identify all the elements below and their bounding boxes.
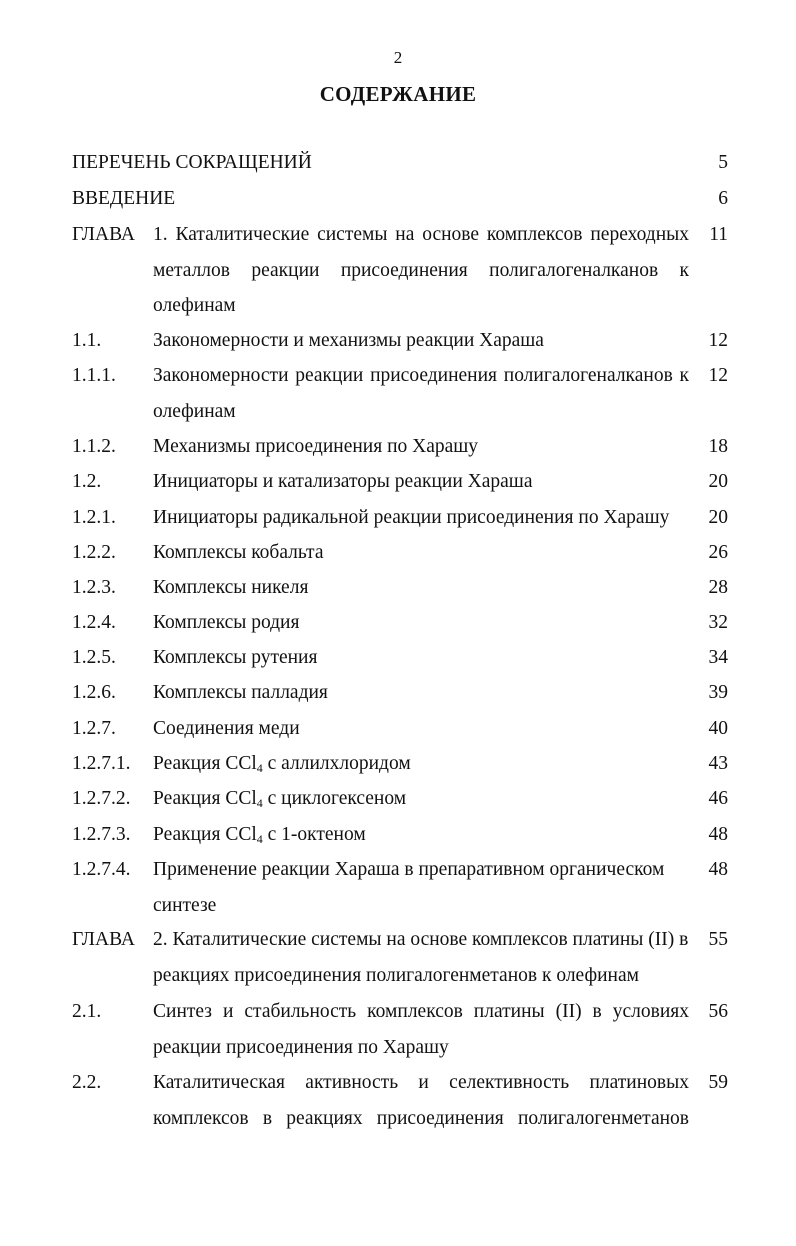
toc-entry-page: 18 — [708, 436, 728, 457]
toc-entry-title — [153, 994, 689, 1065]
toc-entry-title — [72, 145, 692, 181]
toc-entry-title-line: синтезе — [153, 894, 217, 916]
toc-entry-number: 1.2.4. — [72, 612, 116, 633]
toc-entry-title-line: Закономерности и механизмы реакции Хараша — [153, 330, 544, 351]
toc-entry-page: 5 — [718, 152, 728, 173]
toc-entry-page: 56 — [708, 1001, 728, 1022]
toc-entry-number: 1.2.7. — [72, 718, 116, 739]
toc-entry-number: 1.1.1. — [72, 365, 116, 386]
toc-entry-title — [153, 675, 689, 711]
toc-entry-page: 12 — [708, 365, 728, 386]
toc-entry-title-line: Синтез и стабильность комплексов платины (II) в условиях — [153, 1001, 689, 1022]
toc-entry-number: 1.2.7.4. — [72, 859, 131, 880]
toc-entry-number: ГЛАВА — [72, 224, 135, 245]
toc-entry-title — [153, 817, 689, 853]
toc-entry-number: 1.2. — [72, 471, 102, 492]
toc-entry-number: 1.2.7.2. — [72, 788, 131, 809]
toc-entry-title-line: Применение реакции Хараша в препаративном органическом — [153, 859, 665, 880]
toc-entry-page: 43 — [708, 753, 728, 774]
toc-entry-title-line: Закономерности реакции присоединения полигалогеналканов к — [153, 365, 689, 386]
toc-entry-page: 20 — [708, 507, 728, 528]
toc-entry-title-line: олефинам — [153, 295, 236, 316]
toc-entry-page: 34 — [708, 647, 728, 668]
toc-entry-page: 46 — [708, 788, 728, 809]
toc-entry-title — [153, 500, 689, 536]
toc-entry-title — [153, 640, 689, 676]
toc-entry-title-line: Механизмы присоединения по Харашу — [153, 436, 479, 457]
toc-entry-title-line: олефинам — [153, 400, 236, 422]
toc-entry-title — [153, 217, 689, 324]
toc-entry-title-line: ПЕРЕЧЕНЬ СОКРАЩЕНИЙ — [72, 152, 312, 173]
toc-entry-number: 1.1.2. — [72, 436, 116, 457]
toc-entry-title-line: 1. Каталитические системы на основе комплексов переходных — [153, 224, 689, 245]
toc-entry-title-line: Комплексы никеля — [153, 577, 309, 598]
toc-entry-page: 55 — [708, 929, 728, 950]
toc-entry-title-line: Инициаторы радикальной реакции присоединения по Харашу — [153, 507, 670, 528]
toc-entry-page: 48 — [708, 824, 728, 845]
toc-entry-title-line: 2. Каталитические системы на основе комплексов платины (II) в — [153, 929, 689, 950]
toc-entry-title-line: Комплексы кобальта — [153, 542, 324, 563]
toc-entry-title — [153, 1065, 689, 1136]
toc-entry-number: 2.1. — [72, 1001, 102, 1022]
toc-entry-title-line: Соединения меди — [153, 718, 300, 739]
toc-entry-title-line: Каталитическая активность и селективность платиновых — [153, 1072, 689, 1093]
toc-entry-title-line: комплексов в реакциях присоединения полигалогенметанов — [153, 1107, 689, 1129]
toc-entry-title-line: Комплексы рутения — [153, 647, 318, 668]
toc-entry-page: 39 — [708, 682, 728, 703]
toc-entry-title — [153, 852, 689, 923]
toc-entry-number: 1.2.3. — [72, 577, 116, 598]
toc-entry-page: 6 — [718, 188, 728, 209]
toc-entry-title — [153, 570, 689, 606]
toc-entry-number: 1.1. — [72, 330, 102, 351]
toc-entry-title — [72, 181, 692, 217]
toc-entry-title — [153, 711, 689, 747]
toc-entry-page: 20 — [708, 471, 728, 492]
toc-entry-title — [153, 535, 689, 571]
toc-entry-number: 1.2.2. — [72, 542, 116, 563]
toc-entry-page: 59 — [708, 1072, 728, 1093]
page-number: 2 — [393, 48, 403, 67]
toc-entry-title-line: реакции присоединения по Харашу — [153, 1036, 449, 1058]
toc-entry-page: 12 — [708, 330, 728, 351]
toc-entry-title — [153, 605, 689, 641]
toc-entry-number: 1.2.1. — [72, 507, 116, 528]
toc-entry-page: 26 — [708, 542, 728, 563]
toc-entry-number: 1.2.7.1. — [72, 753, 131, 774]
toc-entry-title — [153, 464, 689, 500]
toc-entry-title — [153, 746, 689, 782]
toc-entry-page: 48 — [708, 859, 728, 880]
toc-entry-title-line: металлов реакции присоединения полигалогеналканов к — [153, 259, 689, 281]
toc-entry-title — [153, 922, 689, 993]
toc-entry-title-line: Комплексы палладия — [153, 682, 328, 703]
toc-entry-number: 2.2. — [72, 1072, 102, 1093]
toc-entry-number: 1.2.6. — [72, 682, 116, 703]
toc-entry-title-line: Комплексы родия — [153, 612, 300, 633]
toc-entry-number: ГЛАВА — [72, 929, 135, 950]
toc-entry-page: 28 — [708, 577, 728, 598]
toc-entry-title — [153, 323, 689, 359]
toc-entry-page: 11 — [709, 224, 728, 245]
toc-entry-page: 32 — [708, 612, 728, 633]
toc-entry-number: 1.2.7.3. — [72, 824, 131, 845]
toc-entry-title-line: Инициаторы и катализаторы реакции Хараша — [153, 471, 533, 492]
toc-entry-title-line: Реакция CCl$_4$ с циклогексеном — [153, 788, 407, 810]
toc-entry-title-line: Реакция CCl$_4$ с аллилхлоридом — [153, 753, 411, 775]
toc-entry-title — [153, 781, 689, 817]
toc-entry-page: 40 — [708, 718, 728, 739]
toc-entry-number: 1.2.5. — [72, 647, 116, 668]
toc-entry-title — [153, 429, 689, 465]
page-title: СОДЕРЖАНИЕ — [319, 82, 477, 106]
toc-entry-title-line: ВВЕДЕНИЕ — [72, 188, 176, 209]
toc-entry-title-line: Реакция CCl$_4$ с 1-октеном — [153, 824, 366, 846]
toc-entry-title — [153, 358, 689, 429]
toc-entry-title-line: реакциях присоединения полигалогенметанов к олефинам — [153, 964, 639, 986]
